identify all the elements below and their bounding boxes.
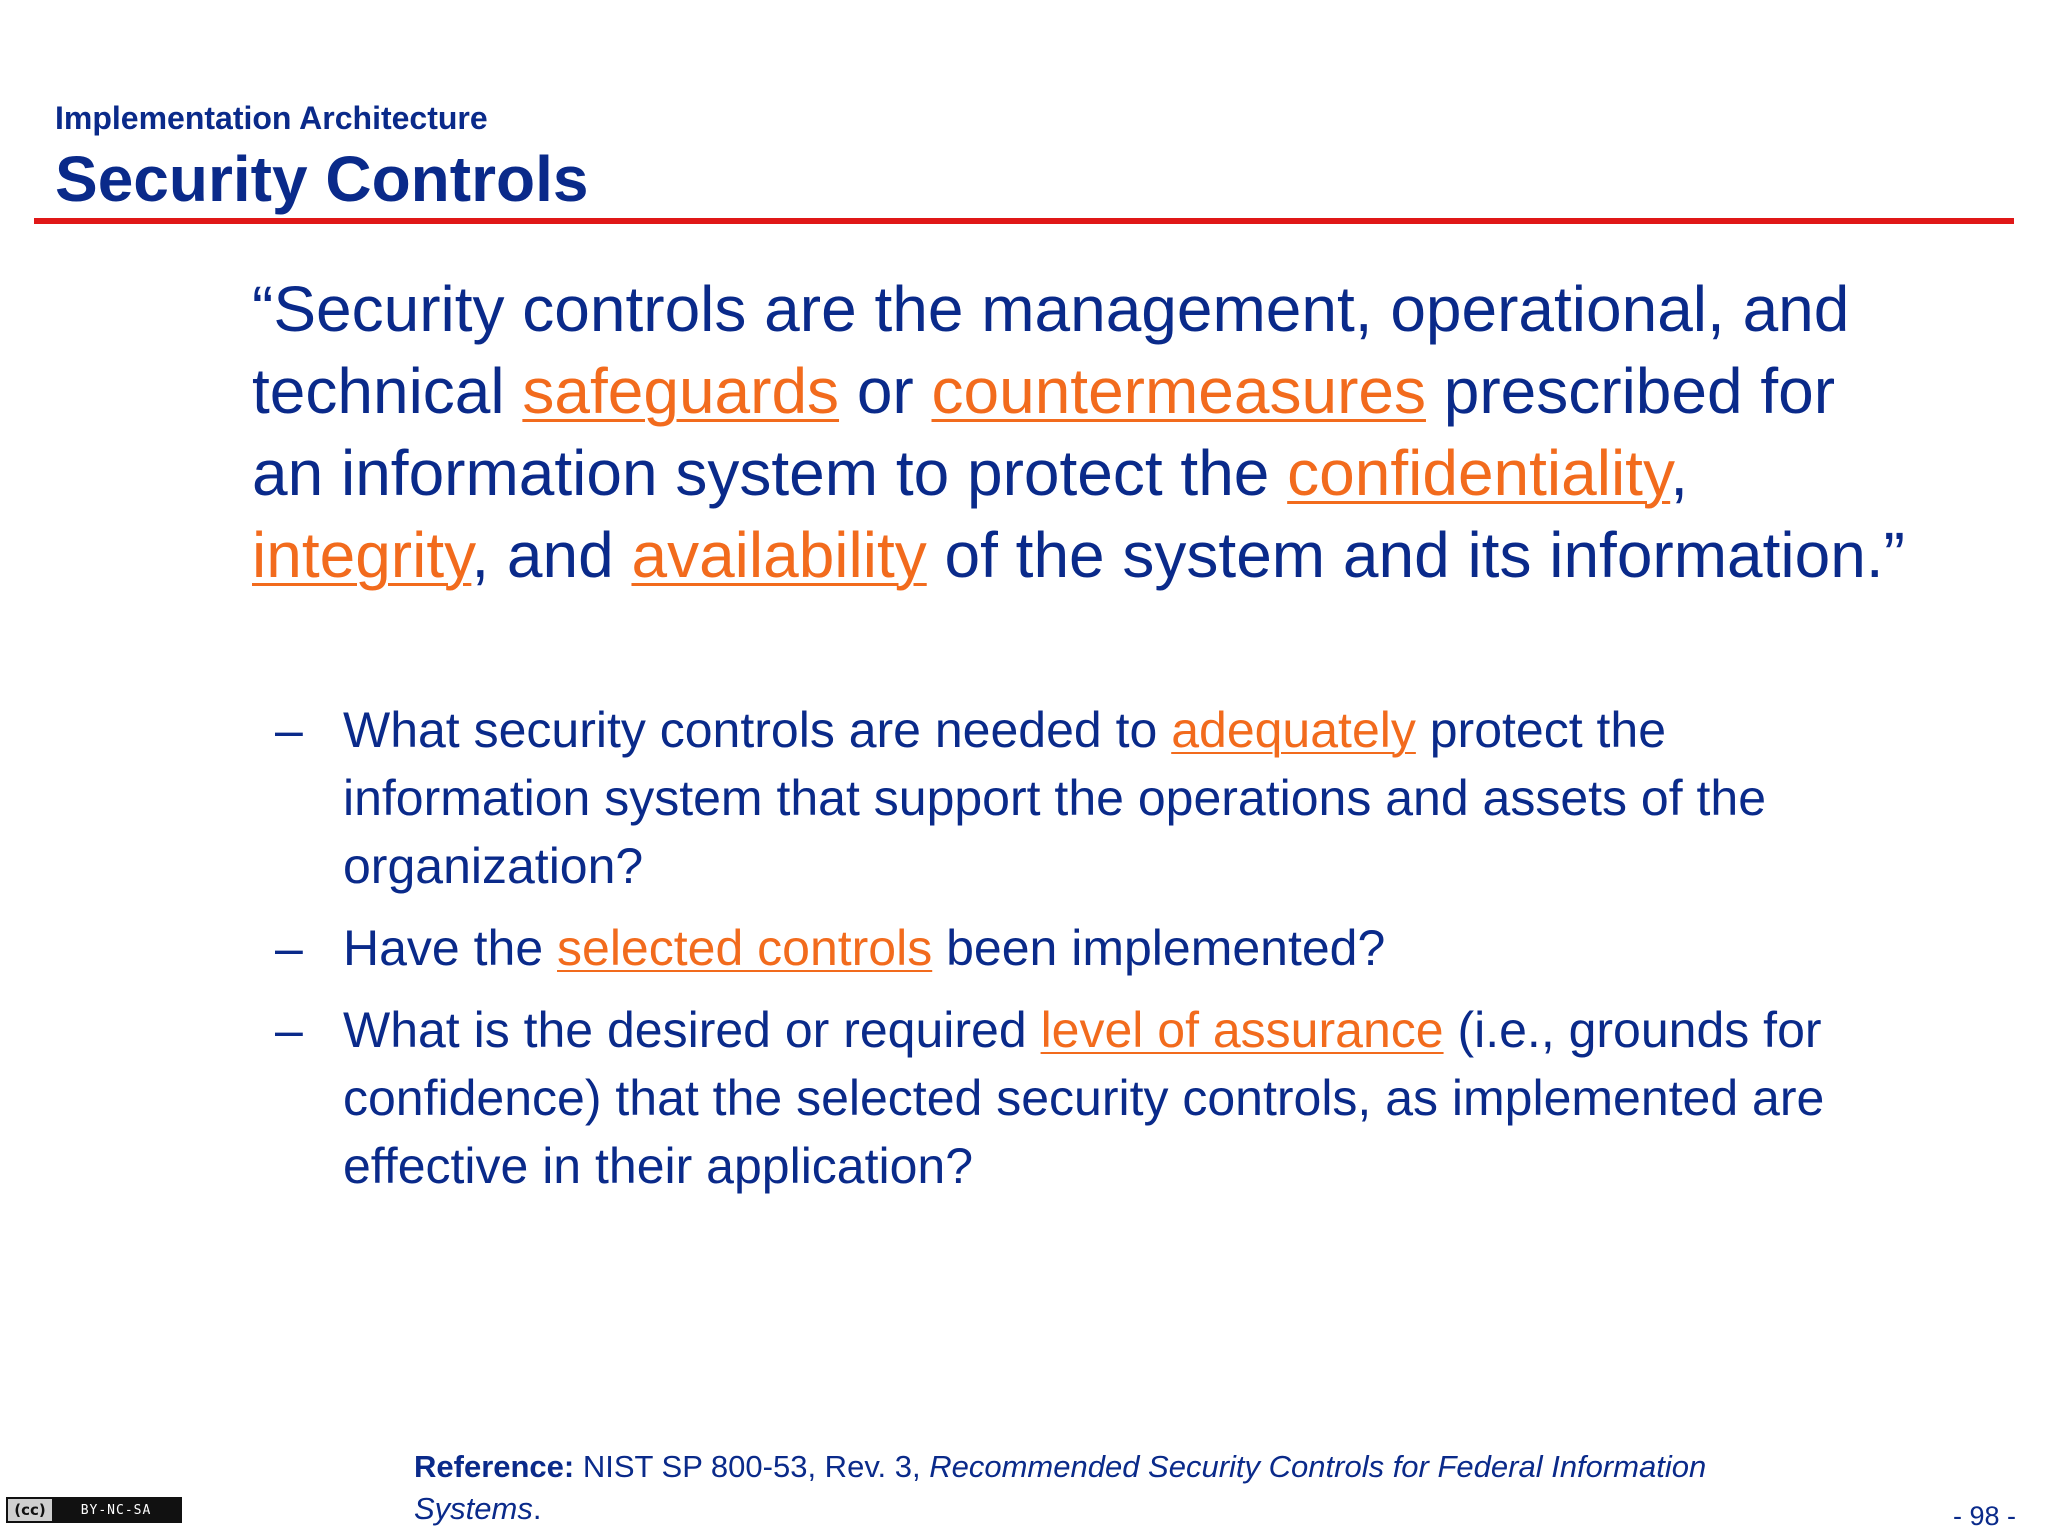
bullet-text: What is the desired or required: [343, 1002, 1041, 1058]
quote-text: , and: [471, 519, 632, 591]
dash-bullet: –: [275, 702, 303, 758]
slide-title: Security Controls: [55, 143, 589, 215]
dash-bullet: –: [275, 920, 303, 976]
cc-license-badge: [6, 1497, 182, 1523]
definition-quote: [252, 268, 1912, 596]
keyword-countermeasures: countermeasures: [931, 355, 1426, 427]
bullet-text: Have the: [343, 920, 558, 976]
dash-bullet: –: [275, 1002, 303, 1058]
list-item: [275, 696, 1925, 900]
bullet-text: What security controls are needed to: [343, 702, 1172, 758]
keyword-selected-controls: selected controls: [557, 920, 933, 976]
quote-text: of the system and its information.”: [926, 519, 1905, 591]
title-divider: [34, 218, 2014, 224]
reference-text: NIST SP 800-53, Rev. 3,: [574, 1449, 930, 1484]
bullet-text: (i.e., grounds for confidence) that the selected security controls, as implemented are effective in their application?: [343, 1002, 1825, 1194]
keyword-availability: availability: [631, 519, 927, 591]
slide-subtitle: Implementation Architecture: [55, 100, 488, 136]
reference-label: Reference:: [414, 1449, 575, 1484]
bullet-text: been implemented?: [932, 920, 1386, 976]
keyword-integrity: integrity: [252, 519, 472, 591]
question-list: [275, 696, 1925, 1214]
list-item: [275, 914, 1925, 982]
bullet-text: protect the information system that support the operations and assets of the organization?: [343, 702, 1767, 894]
quote-text: or: [839, 355, 932, 427]
keyword-adequately: adequately: [1171, 702, 1416, 758]
page-number: - 98 -: [1952, 1501, 2016, 1531]
quote-text: ,: [1670, 437, 1688, 509]
list-item: [275, 996, 1925, 1200]
keyword-safeguards: safeguards: [522, 355, 840, 427]
reference-end: .: [532, 1491, 542, 1526]
quote-text: “Security controls are the management, operational, and technical: [252, 273, 1850, 427]
quote-text: prescribed for an information system to protect the: [252, 355, 1836, 509]
keyword-confidentiality: confidentiality: [1287, 437, 1671, 509]
creative-commons-icon: (cc): [8, 1499, 52, 1521]
reference-document-title: Recommended Security Controls for Federal Information Systems: [414, 1449, 1707, 1526]
keyword-level-of-assurance: level of assurance: [1040, 1002, 1444, 1058]
reference-note: [414, 1446, 1734, 1530]
license-label: BY-NC-SA: [80, 1502, 152, 1518]
